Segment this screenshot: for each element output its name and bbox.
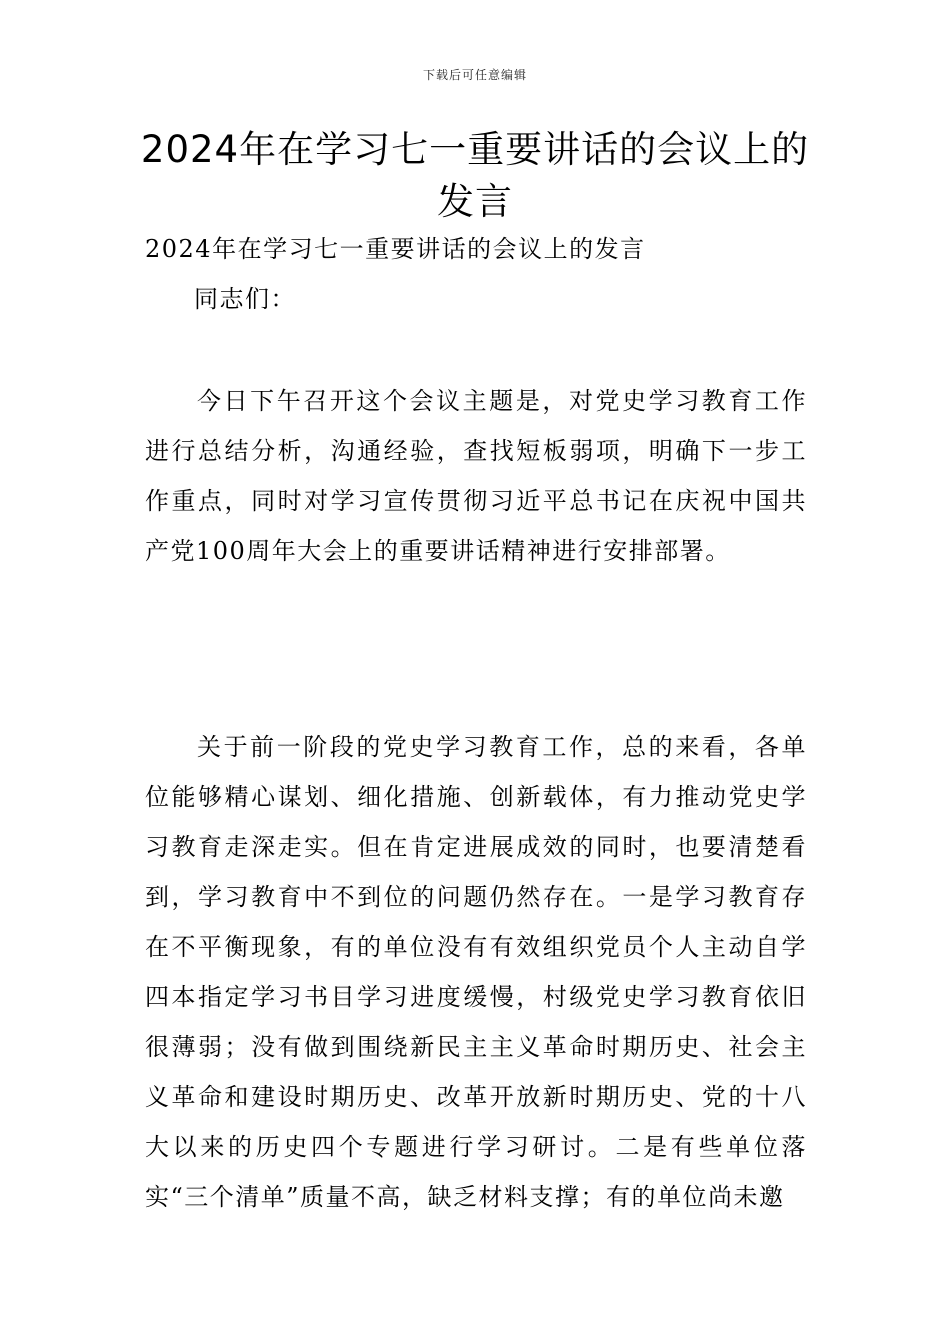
paragraph-2: 关于前一阶段的党史学习教育工作，总的来看，各单位能够精心谋划、细化措施、创新载体，有力推动党史学习教育走深走实。但在肯定进展成效的同时，也要清楚看到，学习教育中不到位的问题仍然存在。一是学习教育存在不平衡现象，有的单位没有有效组织党员个人主动自学四本指定学习书目学习进度缓慢，村级党史学习教育依旧很薄弱；没有做到围绕新民主主义革命时期历史、社会主义革命和建设时期历史、改革开放新时期历史、党的十八大以来的历史四个专题进行学习研讨。二是有些单位落实“三个清单”质量不高，缺乏材料支撑；有的单位尚未邀 bbox=[145, 733, 807, 1211]
salutation: 同志们： bbox=[194, 285, 296, 313]
document-subtitle: 2024年在学习七一重要讲话的会议上的发言 bbox=[145, 235, 646, 263]
header-note: 下载后可任意编辑 bbox=[422, 68, 527, 82]
paragraph-1: 今日下午召开这个会议主题是，对党史学习教育工作进行总结分析，沟通经验，查找短板弱项，明确下一步工作重点，同时对学习宣传贯彻习近平总书记在庆祝中国共产党100周年大会上的重要讲话精神进行安排部署。 bbox=[145, 387, 807, 565]
document-title: 2024年在学习七一重要讲话的会议上的发言 bbox=[140, 128, 810, 223]
